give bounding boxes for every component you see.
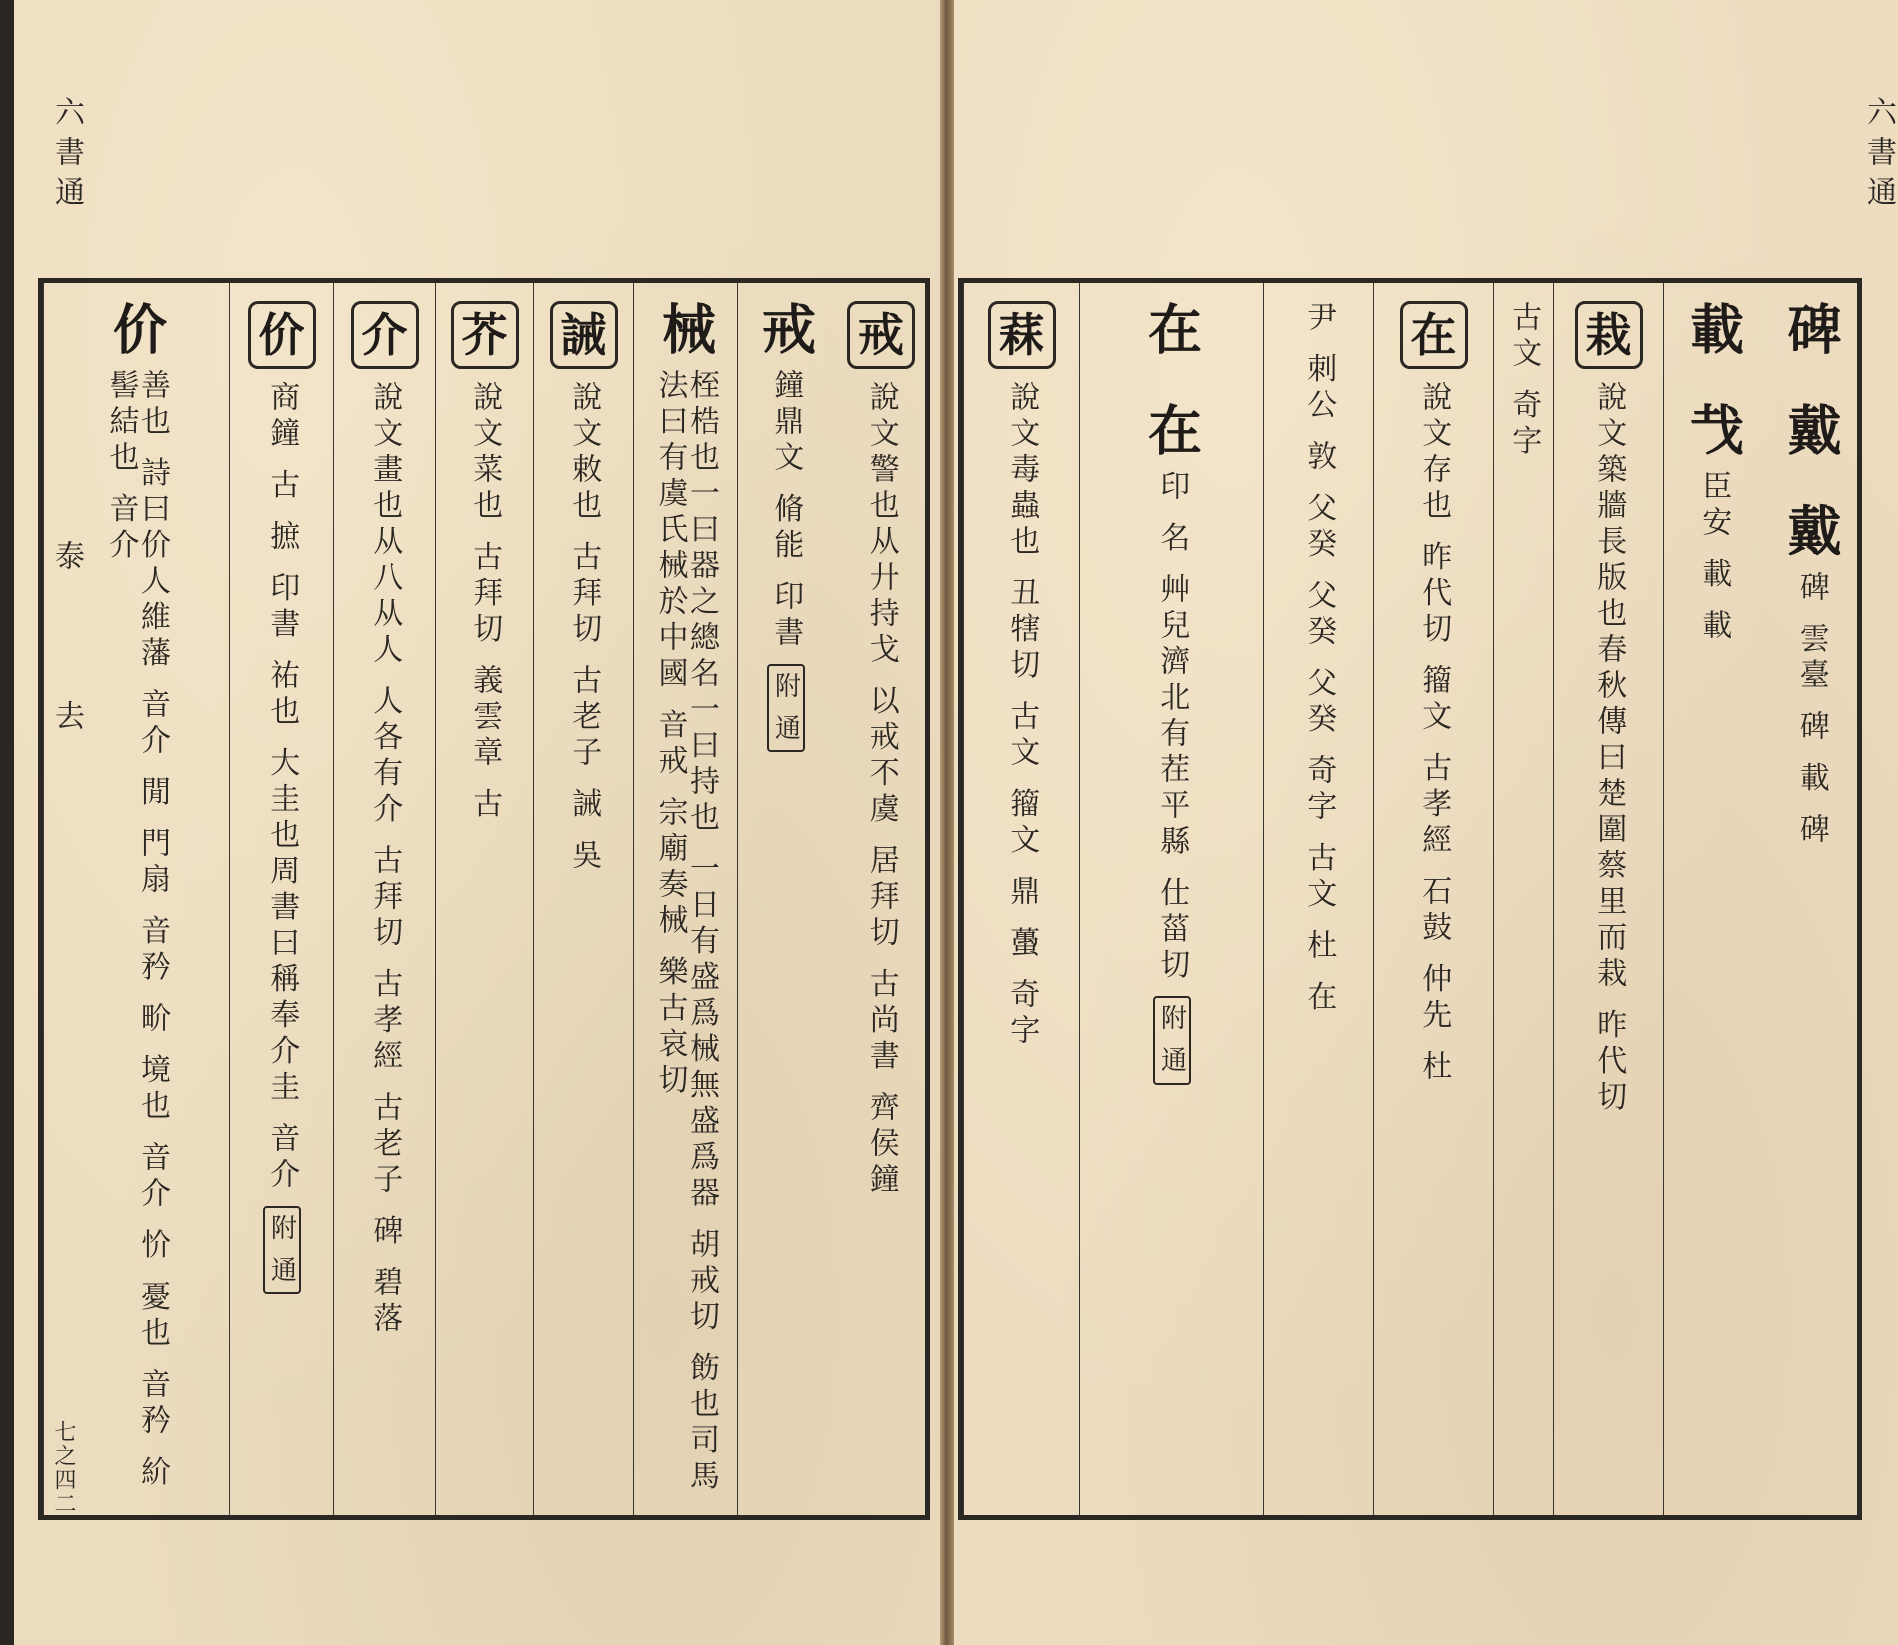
left-col-6 (333, 283, 435, 1515)
column-text: 說文毒蟲也 丑犗切 古文 籀文 鼎 蠆 奇字 (1004, 381, 1040, 1051)
seal-char: 碑 戴 戴 (1779, 301, 1843, 571)
head-char: 栽 (1575, 301, 1643, 369)
column-text: 說文敕也 古拜切 古老子 誡 吳 (566, 381, 602, 876)
column-text: 說文警也从廾持戈 以戒不虞 居拜切 古尚書 齊侯鐘 (863, 381, 899, 1200)
head-char: 介 (351, 301, 419, 369)
seal-char: 价 (104, 301, 169, 369)
left-margin-rhyme: 去 (49, 700, 84, 740)
column-text: 說文存也 昨代切 籀文 古孝經 石鼓 仲先 杜 (1416, 381, 1452, 1087)
seal-char: 載 𢦏 (1681, 301, 1746, 470)
column-text: 臣安 載 載 (1696, 469, 1732, 645)
column-text: 商鐘 古 摭 印書 祐也 大圭也周書曰稱奉介圭 音介 (264, 381, 300, 1195)
column-text: 善也 詩曰价人維藩 音介 閒 門扇 音矜 畍 境也 音介 忦 憂也 音矜 紒 髻結也 音介 (103, 369, 170, 1492)
right-col-5 (1373, 283, 1493, 1515)
left-col-4 (533, 283, 633, 1515)
right-margin-title: 六書通 (1861, 96, 1896, 216)
column-text: 說文築牆長版也春秋傳曰楚圍蔡里而栽 昨代切 (1591, 381, 1627, 1117)
right-col-7 (1079, 283, 1263, 1515)
right-col-4 (1493, 283, 1553, 1515)
left-col-5 (435, 283, 533, 1515)
left-text-frame (38, 278, 930, 1520)
book-gutter (940, 0, 954, 1645)
head-char: 价 (248, 301, 316, 369)
column-text: 說文菜也 古拜切 義雲章 古 (467, 381, 503, 824)
left-margin-title: 六書通 (49, 96, 84, 216)
head-char: 在 (1400, 301, 1468, 369)
right-col-2 (1663, 283, 1763, 1515)
column-text: 古文 奇字 (1506, 301, 1542, 461)
seal-char: 械 (653, 301, 718, 369)
column-text: 桎梏也一曰器之總名一曰持也 一日有盛爲械無盛爲器 胡戒切 飭也司馬法曰有虞氏械於中國 音戒 宗廟奏械 樂古哀切 (652, 369, 719, 1496)
left-margin-tone: 泰 (49, 540, 84, 580)
seal-char: 在 在 (1139, 301, 1204, 470)
head-char: 戒 (847, 301, 915, 369)
right-col-3 (1553, 283, 1663, 1515)
left-col-3 (633, 283, 737, 1515)
left-col-2 (737, 283, 833, 1515)
left-page-number: 七之四二 (51, 1420, 76, 1516)
column-text: 鐘鼎文 脩能 印書 (768, 369, 804, 653)
left-col-7 (229, 283, 333, 1515)
column-text: 說文畫也从八从人 人各有介 古拜切 古孝經 古老子 碑 碧落 (367, 381, 403, 1339)
column-text: 尹 刺公 敦 父癸 父癸 父癸 奇字 古文 杜 在 (1301, 301, 1337, 1017)
left-col-8 (43, 283, 229, 1515)
column-text: 印 名 艸兒濟北有茬平縣 仕菑切 (1154, 469, 1190, 985)
seal-char: 戒 (753, 301, 818, 369)
head-char: 䔉 (988, 301, 1056, 369)
head-char: 誡 (550, 301, 618, 369)
annotation-tag: 附 通 (767, 664, 805, 752)
right-col-1 (1763, 283, 1859, 1515)
column-text: 碑 雲臺 碑 載 碑 (1793, 570, 1829, 849)
annotation-tag: 附 通 (1153, 996, 1191, 1084)
right-text-frame (958, 278, 1862, 1520)
right-col-6 (1263, 283, 1373, 1515)
left-col-1 (833, 283, 929, 1515)
annotation-tag: 附 通 (263, 1206, 301, 1294)
right-col-8 (963, 283, 1079, 1515)
head-char: 芥 (451, 301, 519, 369)
